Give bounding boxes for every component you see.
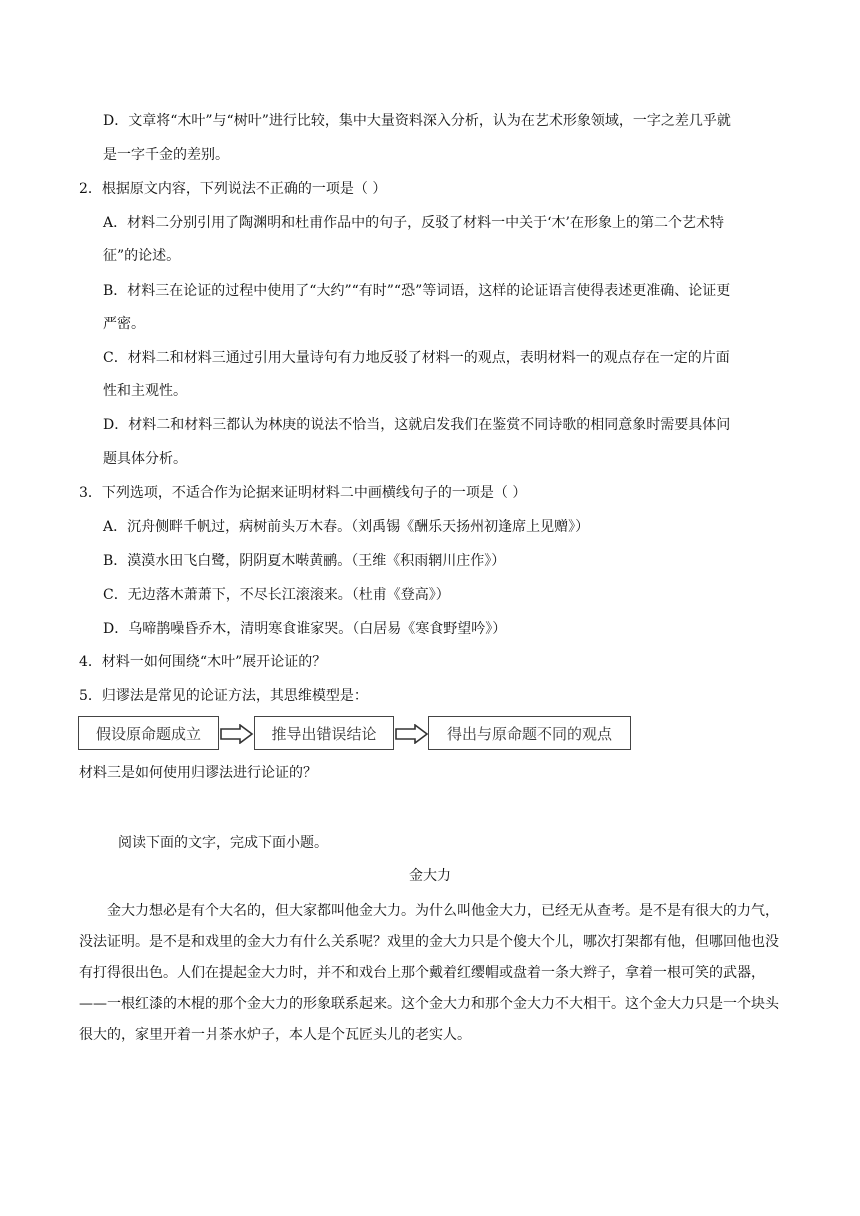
q2-option-c-line2: 性和主观性。 [103,383,187,399]
passage-title: 金大力 [409,868,451,884]
flow-arrow-icon [220,724,254,744]
q1-option-d-line1: D．文章将“木叶”与“树叶”进行比较，集中大量资料深入分析，认为在艺术形象领域，一字之差几乎就 [103,113,731,129]
q2-option-d-line1: D．材料二和材料三都认为林庚的说法不恰当，这就启发我们在鉴赏不同诗歌的相同意象时需要具体问 [103,417,731,433]
q2-option-b-line1: B．材料三在论证的过程中使用了“大约”“有时”“恐”等词语，这样的论证语言使得表述更准确、论证更 [103,283,731,299]
q2-option-c-line1: C．材料二和材料三通过引用大量诗句有力地反驳了材料一的观点，表明材料一的观点存在一定的片面 [103,350,730,366]
flow-step-2: 推导出错误结论 [254,716,394,750]
reductio-flow-diagram [78,714,638,754]
flow-arrow-icon [395,724,429,744]
q3-option-b: B．漠漠水田飞白鹭，阴阴夏木啭黄鹂。（王维《积雨辋川庄作》） [103,553,506,569]
q2-option-a-line1: A．材料二分别引用了陶渊明和杜甫作品中的句子，反驳了材料一中关于‘木’在形象上的第二个艺术特 [103,215,725,231]
reading-instruction: 阅读下面的文字，完成下面小题。 [118,835,328,851]
q2-option-d-line2: 题具体分析。 [103,451,187,467]
q3-option-d: D．乌啼鹊噪昏乔木，清明寒食谁家哭。（白居易《寒食野望吟》） [103,621,507,637]
q3-option-a: A．沉舟侧畔千帆过，病树前头万木春。（刘禹锡《酬乐天扬州初逢席上见赠》） [103,519,590,535]
q3-stem: 3．下列选项，不适合作为论据来证明材料二中画横线句子的一项是（ ） [79,485,527,501]
flow-step-1: 假设原命题成立 [78,716,219,750]
q2-option-b-line2: 严密。 [103,316,145,332]
q3-option-c: C．无边落木萧萧下，不尽长江滚滚来。（杜甫《登高》） [103,587,450,603]
q4-stem: 4．材料一如何围绕“木叶”展开论证的？ [79,654,327,670]
q2-stem: 2．根据原文内容，下列说法不正确的一项是（ ） [79,181,387,197]
flow-step-3: 得出与原命题不同的观点 [428,716,631,750]
q5-question: 材料三是如何使用归谬法进行论证的？ [79,765,317,781]
q5-stem: 5．归谬法是常见的论证方法，其思维模型是： [79,688,368,704]
q2-option-a-line2: 征”的论述。 [103,248,181,264]
passage-paragraph: 金大力想必是有个大名的，但大家都叫他金大力。为什么叫他金大力，已经无从查考。是不是有很大的力气，没法证明。是不是和戏里的金大力有什么关系呢？戏里的金大力只是个傻大个儿，哪次打架都有他，但哪回他也没有打得很出色。人们在提起金大力时，并不和戏台上那个戴着红缨帽或盘着一条大辫子，拿着一根可笑的武器，——一根红漆的木棍的那个金大力的形象联系起来。这个金大力和那个金大力不大相干。这个金大力只是一个块头很大的，家里开着一爿茶水炉子，本人是个瓦匠头儿的老实人。 [79,903,779,1043]
q1-option-d-line2: 是一字千金的差别。 [103,147,229,163]
